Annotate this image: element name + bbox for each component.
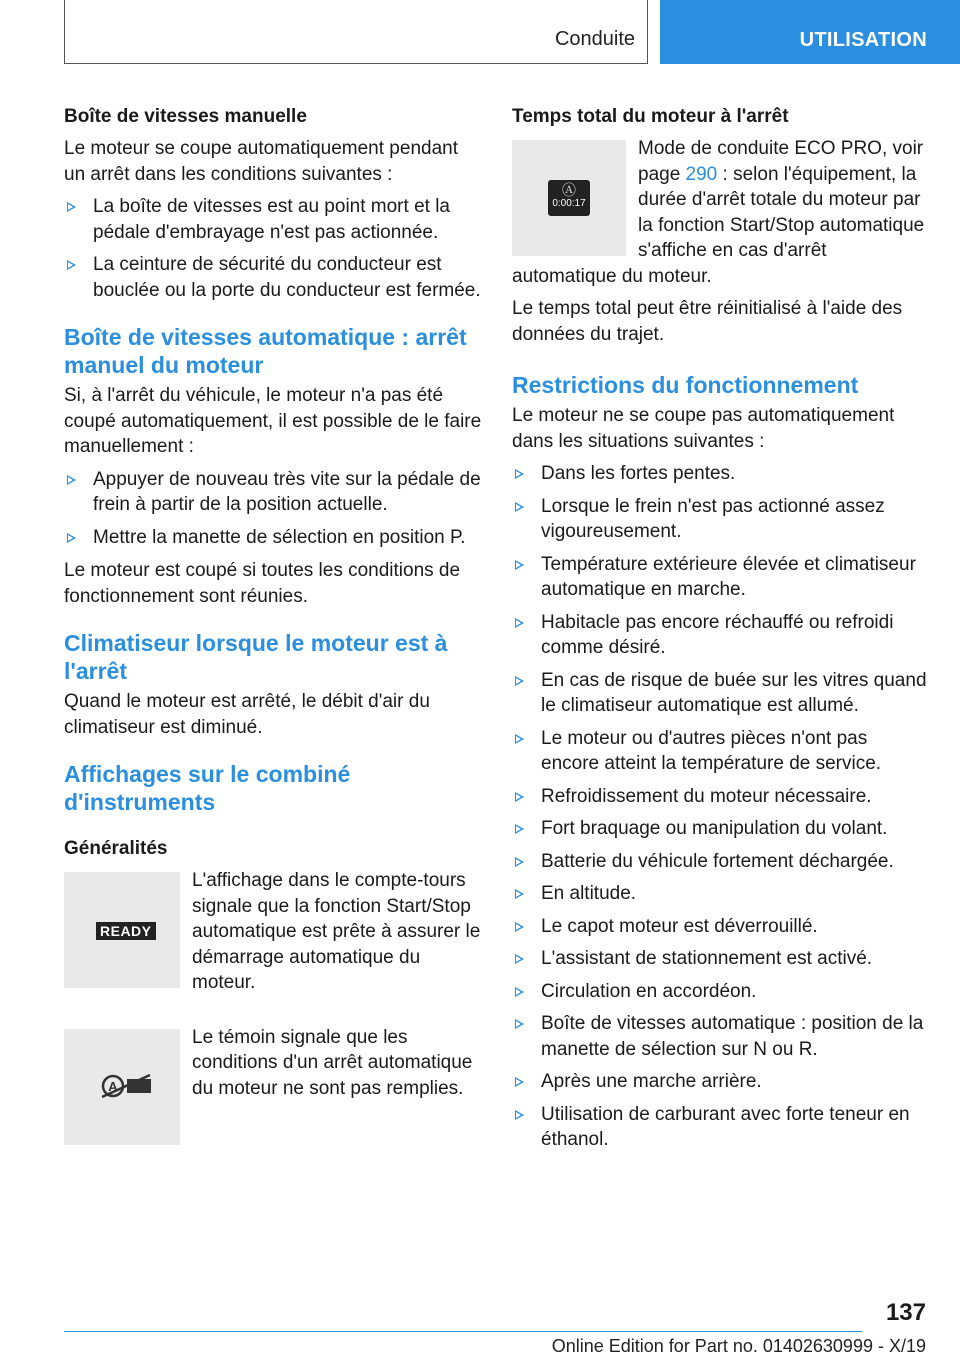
chapter-tab[interactable]: UTILISATION (660, 0, 960, 64)
restrictions-intro: Le moteur ne se coupe pas automatiquement dans les situations suivantes : (512, 405, 895, 452)
bullet-triangle-icon (67, 475, 76, 485)
list-item: Dans les fortes pentes. (512, 461, 930, 487)
climate-heading: Climatiseur lorsque le moteur est à l'arrêt (64, 630, 448, 684)
list-item: Température extérieure élevée et climatiseur automatique en marche. (512, 552, 930, 603)
bullet-triangle-icon (515, 987, 524, 997)
manual-intro: Le moteur se coupe automatiquement pendant un arrêt dans les conditions suivantes : (64, 138, 458, 185)
bullet-triangle-icon (67, 533, 76, 543)
list-item: Boîte de vitesses automatique : position de la manette de sélection sur N ou R. (512, 1011, 930, 1062)
reset-text: Le temps total peut être réinitialisé à l'aide des données du trajet. (512, 298, 903, 345)
restrictions-list (512, 461, 930, 1153)
bullet-triangle-icon (515, 922, 524, 932)
climate-text: Quand le moteur est arrêté, le débit d'air du climatiseur est diminué. (64, 691, 430, 738)
bullet-triangle-icon (515, 1019, 524, 1029)
list-item: Appuyer de nouveau très vite sur la pédale de frein à partir de la position actuelle. (64, 467, 482, 518)
bullet-triangle-icon (515, 824, 524, 834)
svg-text:A: A (108, 1078, 118, 1094)
bullet-triangle-icon (515, 889, 524, 899)
footer-divider (64, 1331, 862, 1332)
display-heading: Affichages sur le combiné d'instruments (64, 761, 351, 815)
manual-gearbox-heading: Boîte de vitesses manuelle (64, 106, 307, 127)
list-item: Refroidissement du moteur nécessaire. (512, 784, 930, 810)
list-item: Mettre la manette de sélection en position P. (64, 525, 482, 551)
restrictions-heading: Restrictions du fonctionnement (512, 372, 859, 398)
bullet-triangle-icon (515, 1110, 524, 1120)
stop-figure (64, 1025, 482, 1151)
total-time-display-image (512, 140, 626, 256)
section-title: Conduite (554, 28, 635, 50)
list-item: Circulation en accordéon. (512, 979, 930, 1005)
list-item: Utilisation de carburant avec forte teneur en éthanol. (512, 1102, 930, 1153)
list-item: Le moteur ou d'autres pièces n'ont pas encore atteint la température de service. (512, 726, 930, 777)
bullet-triangle-icon (67, 260, 76, 270)
general-heading: Généralités (64, 838, 168, 859)
bullet-triangle-icon (515, 792, 524, 802)
bullet-triangle-icon (515, 676, 524, 686)
ready-label: READY (96, 922, 156, 940)
bullet-triangle-icon (515, 618, 524, 628)
manual-conditions-list (64, 194, 482, 303)
list-item: Après une marche arrière. (512, 1069, 930, 1095)
bullet-triangle-icon (515, 469, 524, 479)
ready-figure (64, 868, 482, 1003)
page-number: 137 (885, 1299, 926, 1326)
stop-text: Le témoin signale que les conditions d'un arrêt automatique du moteur ne sont pas remplies. (192, 1026, 473, 1099)
list-item: L'assistant de stationnement est activé. (512, 946, 930, 972)
bullet-triangle-icon (515, 734, 524, 744)
edition-footer: Online Edition for Part no. 01402630999 - X/19 (551, 1336, 926, 1356)
timer-badge (548, 180, 590, 216)
page-reference-link[interactable]: 290 (685, 163, 718, 185)
list-item: En altitude. (512, 881, 930, 907)
list-item: Habitacle pas encore réchauffé ou refroidi comme désiré. (512, 610, 930, 661)
total-time-text: Mode de conduite ECO PRO, voir page 290 : selon l'équipement, la durée d'arrêt totale du moteur par la fonction Start/Stop automatique s'affiche en cas d'arrêt automatique du moteur. (512, 138, 925, 287)
left-column (64, 104, 482, 1151)
bullet-triangle-icon (515, 857, 524, 867)
total-time-heading: Temps total du moteur à l'arrêt (512, 106, 789, 127)
ready-display-image (64, 872, 180, 988)
list-item: Batterie du véhicule fortement déchargée. (512, 849, 930, 875)
auto-gearbox-heading: Boîte de vitesses automatique : arrêt manuel du moteur (64, 324, 467, 378)
start-stop-warning-image (64, 1029, 180, 1145)
ready-text: L'affichage dans le compte-tours signale que la fonction Start/Stop automatique est prête à assurer le démarrage automatique du moteur. (192, 870, 481, 993)
auto-steps-list (64, 467, 482, 551)
list-item: La ceinture de sécurité du conducteur est bouclée ou la porte du conducteur est fermée. (64, 252, 482, 303)
bullet-triangle-icon (515, 1077, 524, 1087)
right-column (512, 104, 930, 1161)
auto-outro: Le moteur est coupé si toutes les conditions de fonctionnement sont réunies. (64, 560, 461, 607)
list-item: La boîte de vitesses est au point mort et la pédale d'embrayage n'est pas actionnée. (64, 194, 482, 245)
bullet-triangle-icon (515, 502, 524, 512)
list-item: Fort braquage ou manipulation du volant. (512, 816, 930, 842)
bullet-triangle-icon (515, 954, 524, 964)
list-item: Le capot moteur est déverrouillé. (512, 914, 930, 940)
timer-value: 0:00:17 (552, 198, 586, 209)
bullet-triangle-icon (515, 560, 524, 570)
auto-intro: Si, à l'arrêt du véhicule, le moteur n'a pas été coupé automatiquement, il est possible de le faire manuellement : (64, 385, 482, 457)
start-stop-off-icon (100, 1073, 152, 1099)
auto-start-stop-icon: Ⓐ (562, 182, 576, 198)
list-item: En cas de risque de buée sur les vitres quand le climatiseur automatique est allumé. (512, 668, 930, 719)
list-item: Lorsque le frein n'est pas actionné assez vigoureusement. (512, 494, 930, 545)
bullet-triangle-icon (67, 202, 76, 212)
timer-figure (512, 136, 930, 296)
